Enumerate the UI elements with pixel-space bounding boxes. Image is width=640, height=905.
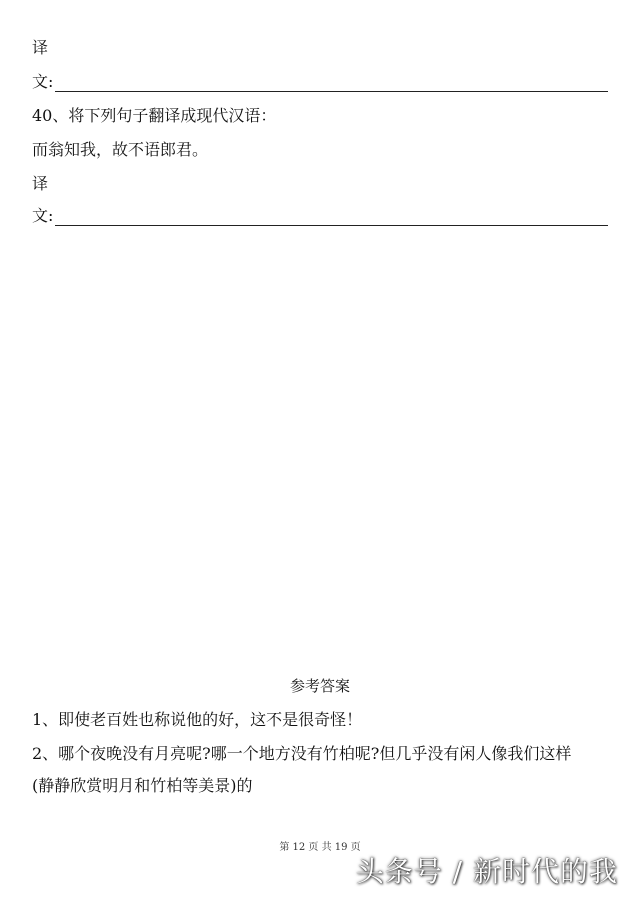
answer-2-line-2: (静静欣赏明月和竹柏等美景)的 [32,776,253,795]
q40-wen-label: 文: [32,206,54,225]
q40-sentence: 而翁知我，故不语郎君。 [32,140,209,159]
q40-prompt: 40、将下列句子翻译成现代汉语： [32,106,277,125]
answer-2-line-1: 2、哪个夜晚没有月亮呢?哪一个地方没有竹柏呢?但几乎没有闲人像我们这样 [32,744,572,763]
q39-answer-blank[interactable] [55,77,608,92]
q39-yi-char: 译 [32,38,49,57]
q40-yi-char: 译 [32,174,49,193]
answer-1: 1、即使老百姓也称说他的好，这不是很奇怪！ [32,710,363,729]
page-footer: 第 12 页 共 19 页 [279,842,361,853]
q39-wen-label: 文: [32,72,54,91]
q40-answer-row [32,204,608,226]
q40-answer-blank[interactable] [55,211,608,226]
q39-answer-row [32,70,608,92]
watermark: 头条号 / 新时代的我 [355,855,618,888]
answers-title: 参考答案 [289,677,350,695]
